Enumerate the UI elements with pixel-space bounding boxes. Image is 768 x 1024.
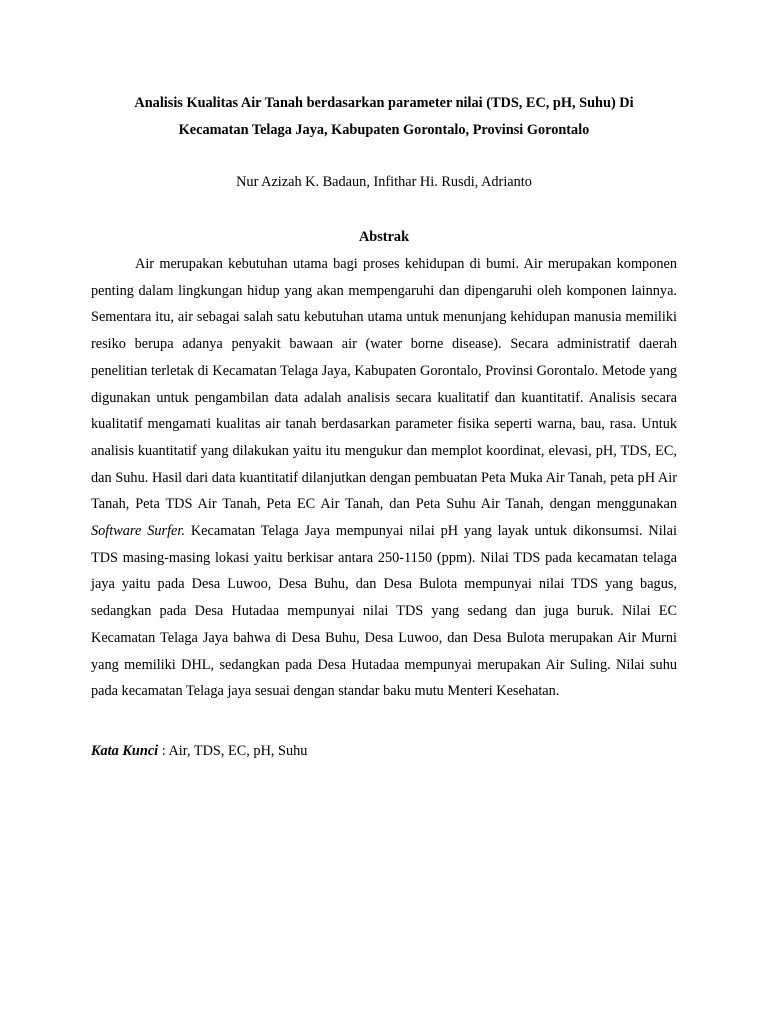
keywords-list: : Air, TDS, EC, pH, Suhu bbox=[158, 742, 308, 759]
paper-title-line-1: Analisis Kualitas Air Tanah berdasarkan parameter nilai (TDS, EC, pH, Suhu) Di bbox=[134, 95, 634, 111]
author-list: Nur Azizah K. Badaun, Infithar Hi. Rusdi, Adrianto bbox=[236, 174, 532, 190]
abstract-body bbox=[91, 251, 677, 705]
abstract-heading: Abstrak bbox=[358, 229, 410, 245]
abstract-text-part-1: Air merupakan kebutuhan utama bagi proses kehidupan di bumi. Air merupakan komponen penting dalam lingkungan hidup yang akan mempengaruhi dan dipengaruhi oleh komponen lainnya. Sementara itu, air sebagai salah satu kebutuhan utama untuk menunjang kehidupan manusia memiliki resiko berupa adanya penyakit bawaan air (water borne disease). Secara administratif daerah penelitian terletak di Kecamatan Telaga Jaya, Kabupaten Gorontalo, Provinsi Gorontalo. Metode yang digunakan untuk pengambilan data adalah analisis secara kualitatif dan kuantitatif. Analisis secara kualitatif mengamati kualitas air tanah berdasarkan parameter fisika seperti warna, bau, rasa. Untuk analisis kuantitatif yang dilakukan yaitu itu mengukur dan memplot koordinat, elevasi, pH, TDS, EC, dan Suhu. Hasil dari data kuantitatif dilanjutkan dengan pembuatan Peta Muka Air Tanah, peta pH Air Tanah, Peta TDS Air Tanah, Peta EC Air Tanah, dan Peta Suhu Air Tanah, dengan menggunakan bbox=[91, 256, 677, 513]
abstract-italic-term: Software Surfer. bbox=[91, 523, 185, 540]
keywords-label: Kata Kunci bbox=[91, 742, 159, 759]
keywords bbox=[91, 741, 677, 761]
paper-title-line-2: Kecamatan Telaga Jaya, Kabupaten Gorontalo, Provinsi Gorontalo bbox=[178, 122, 590, 138]
abstract-text-part-2: Kecamatan Telaga Jaya mempunyai nilai pH yang layak untuk dikonsumsi. Nilai TDS masing-masing lokasi yaitu berkisar antara 250-1150 (ppm). Nilai TDS pada kecamatan telaga jaya yaitu pada Desa Luwoo, Desa Buhu, dan Desa Bulota mempunyai nilai TDS yang bagus, sedangkan pada Desa Hutadaa mempunyai nilai TDS yang sedang dan juga buruk. Nilai EC Kecamatan Telaga Jaya bahwa di Desa Buhu, Desa Luwoo, dan Desa Bulota merupakan Air Murni yang memiliki DHL, sedangkan pada Desa Hutadaa mempunyai merupakan Air Suling. Nilai suhu pada kecamatan Telaga jaya sesuai dengan standar baku mutu Menteri Kesehatan. bbox=[91, 523, 677, 700]
paper-title bbox=[91, 90, 677, 144]
paper-page bbox=[91, 90, 677, 761]
